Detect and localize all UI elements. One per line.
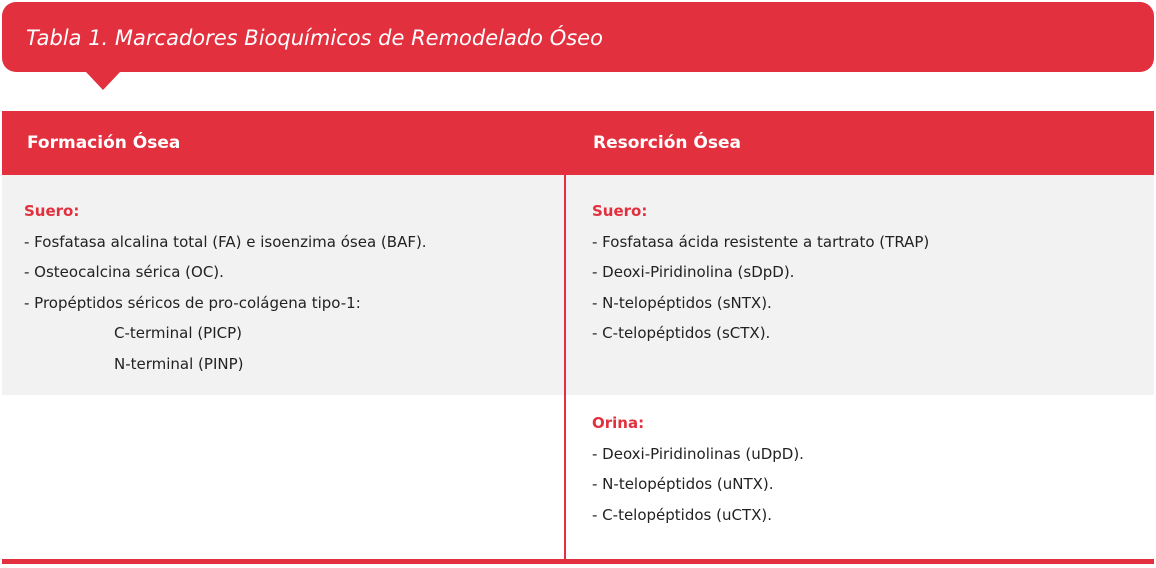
resorption-serum-item-sctx: - C-telopéptidos (sCTX). (592, 324, 771, 342)
formation-serum-cell (24, 196, 427, 379)
resorption-serum-item-sdpd: - Deoxi-Piridinolina (sDpD). (592, 263, 795, 281)
column-divider (564, 175, 566, 559)
resorption-serum-item-trap: - Fosfatasa ácida resistente a tartrato (TRAP) (592, 232, 930, 251)
formation-item-propeptides: - Propéptidos séricos de pro-colágena tipo-1: (24, 293, 361, 312)
resorption-urine-item-udpd: - Deoxi-Piridinolinas (uDpD). (592, 444, 804, 463)
formation-subitem-picp: C-terminal (PICP) (114, 324, 243, 342)
resorption-urine-item-uctx: - C-telopéptidos (uCTX). (592, 505, 773, 524)
formation-item-fa-baf: - Fosfatasa alcalina total (FA) e isoenzima ósea (BAF). (24, 232, 427, 251)
table-title: Tabla 1. Marcadores Bioquímicos de Remodelado Óseo (26, 26, 603, 50)
title-pointer (86, 72, 120, 90)
table-bottom-rule (2, 559, 1154, 564)
resorption-serum-cell (592, 196, 929, 349)
resorption-serum-item-sntx: - N-telopéptidos (sNTX). (592, 293, 772, 312)
table-header (2, 111, 1154, 175)
resorption-urine-label: Orina: (592, 414, 645, 432)
header-resorption: Resorción Ósea (593, 133, 741, 153)
header-formation: Formación Ósea (27, 133, 181, 153)
resorption-serum-label: Suero: (592, 202, 648, 220)
formation-subitem-pinp: N-terminal (PINP) (114, 354, 244, 373)
formation-item-oc: - Osteocalcina sérica (OC). (24, 263, 224, 281)
resorption-urine-cell (592, 408, 804, 530)
formation-serum-label: Suero: (24, 202, 80, 220)
resorption-urine-item-untx: - N-telopéptidos (uNTX). (592, 475, 774, 493)
